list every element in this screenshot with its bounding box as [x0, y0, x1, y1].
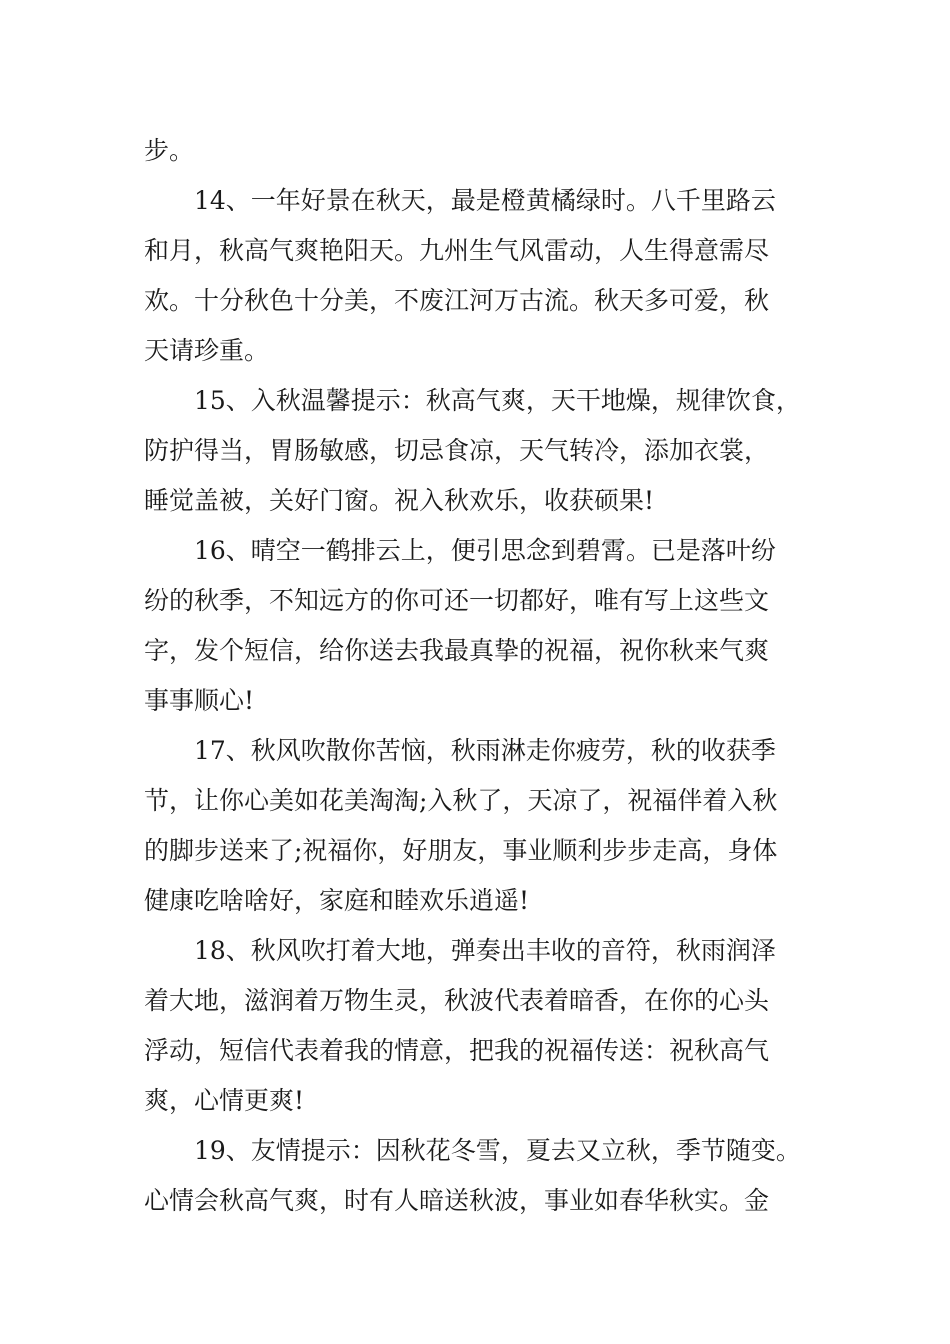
- text-line: 心情会秋高气爽，时有人暗送秋波，事业如春华秋实。金: [144, 1186, 770, 1215]
- text-line: 和月，秋高气爽艳阳天。九州生气风雷动，人生得意需尽: [144, 236, 770, 265]
- text-line: 浮动，短信代表着我的情意，把我的祝福传送：祝秋高气: [144, 1036, 770, 1065]
- text-line: 步。: [144, 136, 195, 165]
- text-line: 节，让你心美如花美淘淘;入秋了，天凉了，祝福伴着入秋: [144, 786, 778, 815]
- text-line: 健康吃啥啥好，家庭和睦欢乐逍遥!: [144, 886, 530, 915]
- text-line: 防护得当，胃肠敏感，切忌食凉，天气转冷，添加衣裳，: [144, 436, 770, 465]
- paragraph-first-line: 18、秋风吹打着大地，弹奏出丰收的音符，秋雨润泽: [194, 936, 776, 965]
- text-line: 睡觉盖被，关好门窗。祝入秋欢乐，收获硕果!: [144, 486, 655, 515]
- text-line: 欢。十分秋色十分美，不废江河万古流。秋天多可爱，秋: [144, 286, 770, 315]
- paragraph-first-line: 15、入秋温馨提示：秋高气爽，天干地燥，规律饮食，: [194, 386, 801, 415]
- document-body: [144, 126, 824, 1226]
- text-line: 纷的秋季，不知远方的你可还一切都好，唯有写上这些文: [144, 586, 770, 615]
- text-line: 的脚步送来了;祝福你，好朋友，事业顺利步步走高，身体: [144, 836, 778, 865]
- paragraph-first-line: 16、晴空一鹤排云上，便引思念到碧霄。已是落叶纷: [194, 536, 776, 565]
- text-line: 字，发个短信，给你送去我最真挚的祝福，祝你秋来气爽: [144, 636, 770, 665]
- text-line: 着大地，滋润着万物生灵，秋波代表着暗香，在你的心头: [144, 986, 770, 1015]
- paragraph-first-line: 17、秋风吹散你苦恼，秋雨淋走你疲劳，秋的收获季: [194, 736, 776, 765]
- text-line: 爽，心情更爽!: [144, 1086, 305, 1115]
- text-line: 事事顺心!: [144, 686, 255, 715]
- paragraph-first-line: 14、一年好景在秋天，最是橙黄橘绿时。八千里路云: [194, 186, 776, 215]
- paragraph-first-line: 19、友情提示：因秋花冬雪，夏去又立秋，季节随变。: [194, 1136, 801, 1165]
- text-line: 天请珍重。: [144, 336, 270, 365]
